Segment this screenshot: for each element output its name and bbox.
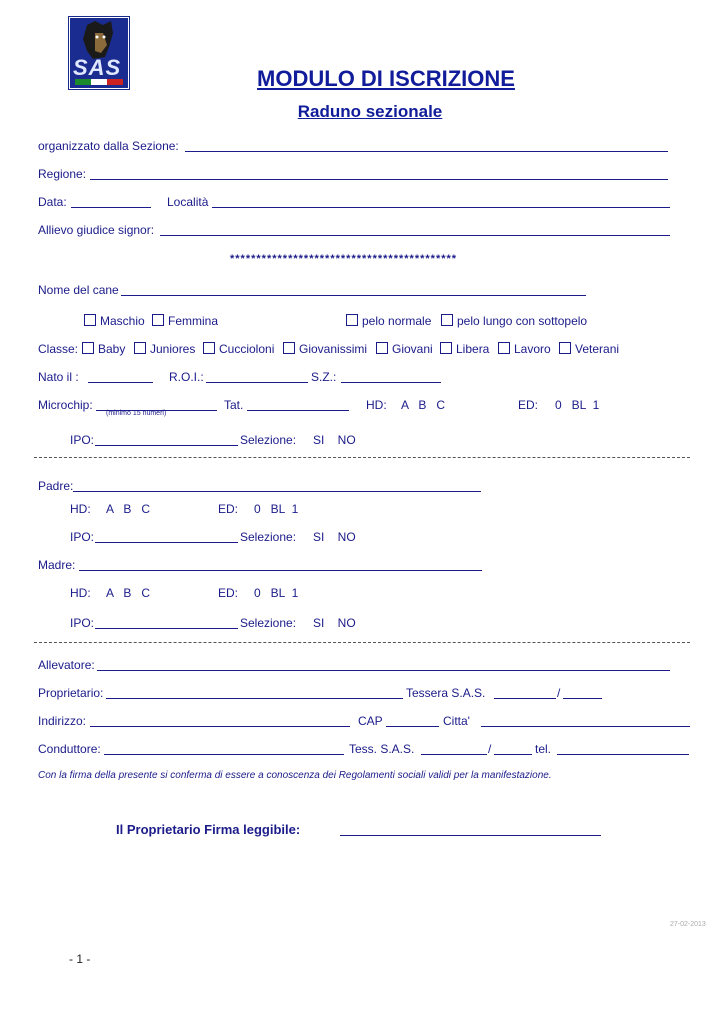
label-data: Data: — [38, 195, 67, 209]
label-hd: HD: — [366, 398, 387, 412]
label-firma: Il Proprietario Firma leggibile: — [116, 822, 301, 837]
label-indirizzo: Indirizzo: — [38, 714, 87, 728]
field-conduttore[interactable] — [104, 754, 344, 755]
label-localita: Località — [167, 195, 209, 209]
divider — [34, 457, 690, 458]
field-padre-ipo[interactable] — [95, 542, 238, 543]
page-number: - 1 - — [69, 952, 91, 966]
field-tess-2[interactable] — [494, 754, 532, 755]
page-subtitle: Raduno sezionale — [297, 102, 443, 121]
selezione-options[interactable]: SI NO — [313, 433, 356, 447]
field-regione[interactable] — [90, 179, 668, 180]
field-ipo[interactable] — [95, 445, 238, 446]
field-tessera-2[interactable] — [563, 698, 602, 699]
field-nome-cane[interactable] — [121, 295, 586, 296]
logo-text: SAS — [73, 55, 122, 80]
checkbox-icon — [346, 314, 358, 326]
label-ed: ED: — [518, 398, 539, 412]
label-nome-cane: Nome del cane — [38, 283, 119, 297]
label-selezione: Selezione: — [240, 433, 297, 447]
checkbox-icon — [84, 314, 96, 326]
divider — [34, 642, 690, 643]
label-citta: Citta' — [443, 714, 470, 728]
field-citta[interactable] — [481, 726, 690, 727]
field-allievo[interactable] — [160, 235, 670, 236]
field-madre-ipo[interactable] — [95, 628, 238, 629]
checkbox-icon — [441, 314, 453, 326]
checkbox-class-juniores[interactable]: Juniores — [134, 342, 195, 356]
checkbox-icon — [134, 342, 146, 354]
label-sz: S.Z.: — [311, 370, 337, 384]
field-data[interactable] — [71, 207, 151, 208]
checkbox-icon — [498, 342, 510, 354]
label-padre: Padre: — [38, 479, 74, 493]
padre-selezione-options[interactable]: SI NO — [313, 530, 356, 544]
field-madre[interactable] — [79, 570, 482, 571]
label-padre-ipo: IPO: — [70, 530, 95, 544]
checkbox-icon — [376, 342, 388, 354]
checkbox-class-giovanissimi[interactable]: Giovanissimi — [283, 342, 367, 356]
padre-ed-options[interactable]: 0 BL 1 — [254, 502, 299, 516]
star-separator: ******************************************* — [230, 253, 458, 265]
field-tel[interactable] — [557, 754, 689, 755]
label-tel: tel. — [535, 742, 552, 756]
label-padre-ed: ED: — [218, 502, 239, 516]
checkbox-icon — [152, 314, 164, 326]
field-tess-1[interactable] — [421, 754, 487, 755]
label-nato: Nato il : — [38, 370, 79, 384]
label-conduttore: Conduttore: — [38, 742, 101, 756]
tessera-slash: / — [557, 686, 561, 700]
field-sezione[interactable] — [185, 151, 668, 152]
microchip-hint: (minimo 15 numeri) — [106, 410, 167, 417]
hd-options[interactable]: A B C — [401, 398, 446, 412]
checkbox-pelo-normale[interactable]: pelo normale — [346, 314, 431, 328]
checkbox-icon — [559, 342, 571, 354]
checkbox-class-veterani[interactable]: Veterani — [559, 342, 619, 356]
checkbox-class-giovani[interactable]: Giovani — [376, 342, 433, 356]
madre-ed-options[interactable]: 0 BL 1 — [254, 586, 299, 600]
field-tat[interactable] — [247, 410, 349, 411]
checkbox-femmina[interactable]: Femmina — [152, 314, 218, 328]
label-madre-ipo: IPO: — [70, 616, 95, 630]
tess-slash: / — [488, 742, 492, 756]
label-regione: Regione: — [38, 167, 87, 181]
field-indirizzo[interactable] — [90, 726, 350, 727]
checkbox-class-libera[interactable]: Libera — [440, 342, 489, 356]
label-roi: R.O.I.: — [169, 370, 204, 384]
label-allevatore: Allevatore: — [38, 658, 95, 672]
label-madre: Madre: — [38, 558, 76, 572]
label-madre-selezione: Selezione: — [240, 616, 297, 630]
checkbox-icon — [283, 342, 295, 354]
padre-hd-options[interactable]: A B C — [106, 502, 151, 516]
label-ipo: IPO: — [70, 433, 95, 447]
checkbox-class-cuccioloni[interactable]: Cuccioloni — [203, 342, 274, 356]
label-proprietario: Proprietario: — [38, 686, 104, 700]
madre-hd-options[interactable]: A B C — [106, 586, 151, 600]
field-allevatore[interactable] — [97, 670, 670, 671]
label-madre-ed: ED: — [218, 586, 239, 600]
label-sezione: organizzato dalla Sezione: — [38, 139, 179, 153]
label-padre-selezione: Selezione: — [240, 530, 297, 544]
checkbox-icon — [82, 342, 94, 354]
ed-options[interactable]: 0 BL 1 — [555, 398, 600, 412]
label-padre-hd: HD: — [70, 502, 91, 516]
checkbox-icon — [203, 342, 215, 354]
field-localita[interactable] — [212, 207, 670, 208]
field-nato[interactable] — [88, 382, 153, 383]
label-tat: Tat. — [224, 398, 244, 412]
field-proprietario[interactable] — [106, 698, 403, 699]
label-microchip: Microchip: — [38, 398, 93, 412]
page-title: MODULO DI ISCRIZIONE — [257, 66, 515, 91]
field-cap[interactable] — [386, 726, 439, 727]
checkbox-pelo-lungo[interactable]: pelo lungo con sottopelo — [441, 314, 587, 328]
field-firma[interactable] — [340, 835, 601, 836]
field-sz[interactable] — [341, 382, 441, 383]
checkbox-icon — [440, 342, 452, 354]
field-padre[interactable] — [73, 491, 481, 492]
label-cap: CAP — [358, 714, 383, 728]
checkbox-class-baby[interactable]: Baby — [82, 342, 125, 356]
consent-note: Con la firma della presente si conferma di essere a conoscenza dei Regolamenti sociali validi per la manifestazione. — [38, 770, 552, 781]
field-tessera-1[interactable] — [494, 698, 556, 699]
label-classe: Classe: — [38, 342, 79, 356]
checkbox-maschio[interactable]: Maschio — [84, 314, 145, 328]
checkbox-class-lavoro[interactable]: Lavoro — [498, 342, 551, 356]
date-stamp: 27-02-2013 — [670, 921, 706, 928]
label-tessera: Tessera S.A.S. — [406, 686, 486, 700]
label-madre-hd: HD: — [70, 586, 91, 600]
field-roi[interactable] — [206, 382, 308, 383]
label-tess: Tess. S.A.S. — [349, 742, 415, 756]
madre-selezione-options[interactable]: SI NO — [313, 616, 356, 630]
label-allievo: Allievo giudice signor: — [38, 223, 155, 237]
